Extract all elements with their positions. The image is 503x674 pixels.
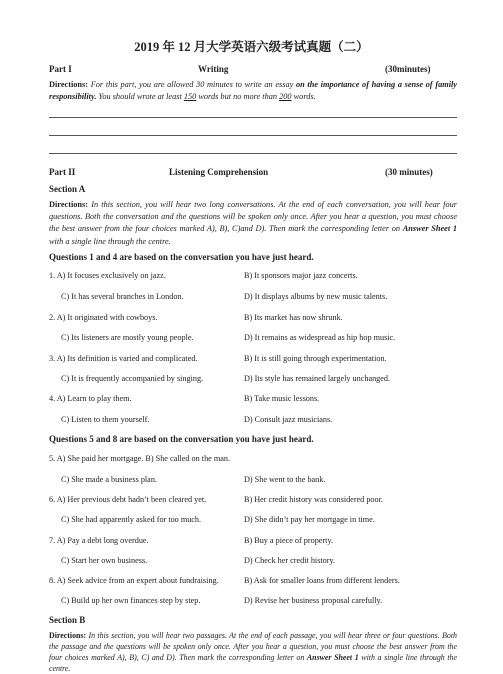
q5-option-d: D) She went to the bank. — [244, 475, 326, 484]
part1-time: (30minutes) — [385, 64, 431, 74]
q8-option-d: D) Revise her business proposal carefully. — [244, 596, 383, 605]
q5-option-c: C) She made a business plan. — [61, 475, 157, 484]
q3-option-a: 3. A) Its definition is varied and complicated. — [49, 354, 198, 363]
q8-option-a: 8. A) Seek advice from an expert about fundraising. — [49, 576, 219, 585]
q2-option-b: B) Its market has now shrunk. — [244, 313, 343, 322]
q7-option-c: C) Start her own business. — [61, 556, 148, 565]
question-group-1-heading: Questions 1 and 4 are based on the conversation you have just heard. — [49, 252, 314, 262]
q5-options-ab: 5. A) She paid her mortgage. B) She called on the man. — [49, 454, 230, 463]
q1-option-c: C) It has several branches in London. — [61, 292, 184, 301]
q7-option-b: B) Buy a piece of property. — [244, 536, 334, 545]
part2-name: Listening Comprehension — [169, 167, 269, 177]
q2-option-c: C) Its listeners are mostly young people. — [61, 333, 194, 342]
q3-option-d: D) Its style has remained largely unchanged. — [244, 374, 391, 383]
q4-option-d: D) Consult jazz musicians. — [244, 415, 333, 424]
q1-option-b: B) It sponsors major jazz concerts. — [244, 271, 358, 280]
q3-option-b: B) It is still going through experimentation. — [244, 354, 387, 363]
part1-directions-label: Directions: — [49, 80, 89, 89]
part1-name: Writing — [198, 64, 229, 74]
answer-sheet-ref: Answer Sheet 1 — [402, 224, 457, 234]
q3-option-c: C) It is frequently accompanied by singing. — [61, 374, 204, 383]
q6-option-b: B) Her credit history was considered poor. — [244, 495, 383, 504]
q8-option-c: C) Build up her own finances step by step. — [61, 596, 201, 605]
section-a-heading: Section A — [49, 184, 86, 194]
question-group-2-heading: Questions 5 and 8 are based on the conversation you have just heard. — [49, 434, 314, 444]
q2-option-a: 2. A) It originated with cowboys. — [49, 313, 158, 322]
essay-topic: on the importance of having a sense of family responsibility. — [49, 80, 457, 102]
max-words: 200 — [279, 92, 292, 102]
page-title: 2019 年 12 月大学英语六级考试真题（二） — [134, 40, 369, 54]
q4-option-b: B) Take music lessons. — [244, 394, 320, 403]
q4-option-c: C) Listen to them yourself. — [61, 415, 150, 424]
q1-option-a: 1. A) It focuses exclusively on jazz. — [49, 271, 166, 280]
q4-option-a: 4. A) Learn to play them. — [49, 394, 132, 403]
section-a-directions: Directions: In this section, you will hear two long conversations. At the end of each conversation, you will hear four questions. Both the conversation and the questions will be spoken only once. After you hear a question, you must choose the best answer from the four choices marked A), B), C)and D). Then mark the corresponding letter on Answer Sheet 1 with a single line through the centre. — [49, 200, 457, 246]
part2-label: Part II — [49, 167, 76, 177]
q6-option-c: C) She had apparently asked for too much. — [61, 515, 202, 524]
writing-line-3 — [49, 153, 457, 154]
q6-option-d: D) She didn’t pay her mortgage in time. — [244, 515, 375, 524]
part1-directions: Directions: For this part, you are allowed 30 minutes to write an essay on the importance of having a sense of family responsibility. You should wrote at least 150 words but no more than 200 words. — [49, 80, 457, 102]
q7-option-d: D) Check her credit history. — [244, 556, 336, 565]
q1-option-d: D) It displays albums by new music talents. — [244, 292, 388, 301]
writing-line-1 — [49, 117, 457, 118]
q8-option-b: B) Ask for smaller loans from different lenders. — [244, 576, 400, 585]
part2-time: (30 minutes) — [385, 167, 433, 177]
writing-line-2 — [49, 135, 457, 136]
q6-option-a: 6. A) Her previous debt hadn’t been cleared yet. — [49, 495, 207, 504]
part1-label: Part I — [49, 64, 72, 74]
q2-option-d: D) It remains as widespread as hip hop music. — [244, 333, 396, 342]
min-words: 150 — [183, 92, 197, 102]
q7-option-a: 7. A) Pay a debt long overdue. — [49, 536, 149, 545]
section-b-directions: Directions: In this section, you will hear two passages. At the end of each passage, you will hear three or four questions. Both the passage and the questions will be spoken only once. After you hear a question, you must choose the best answer from the four choices marked A), B), C) and D). Then mark the corresponding letter on Answer Sheet 1 with a single line through the centre. — [49, 631, 457, 673]
section-b-heading: Section B — [49, 615, 86, 625]
